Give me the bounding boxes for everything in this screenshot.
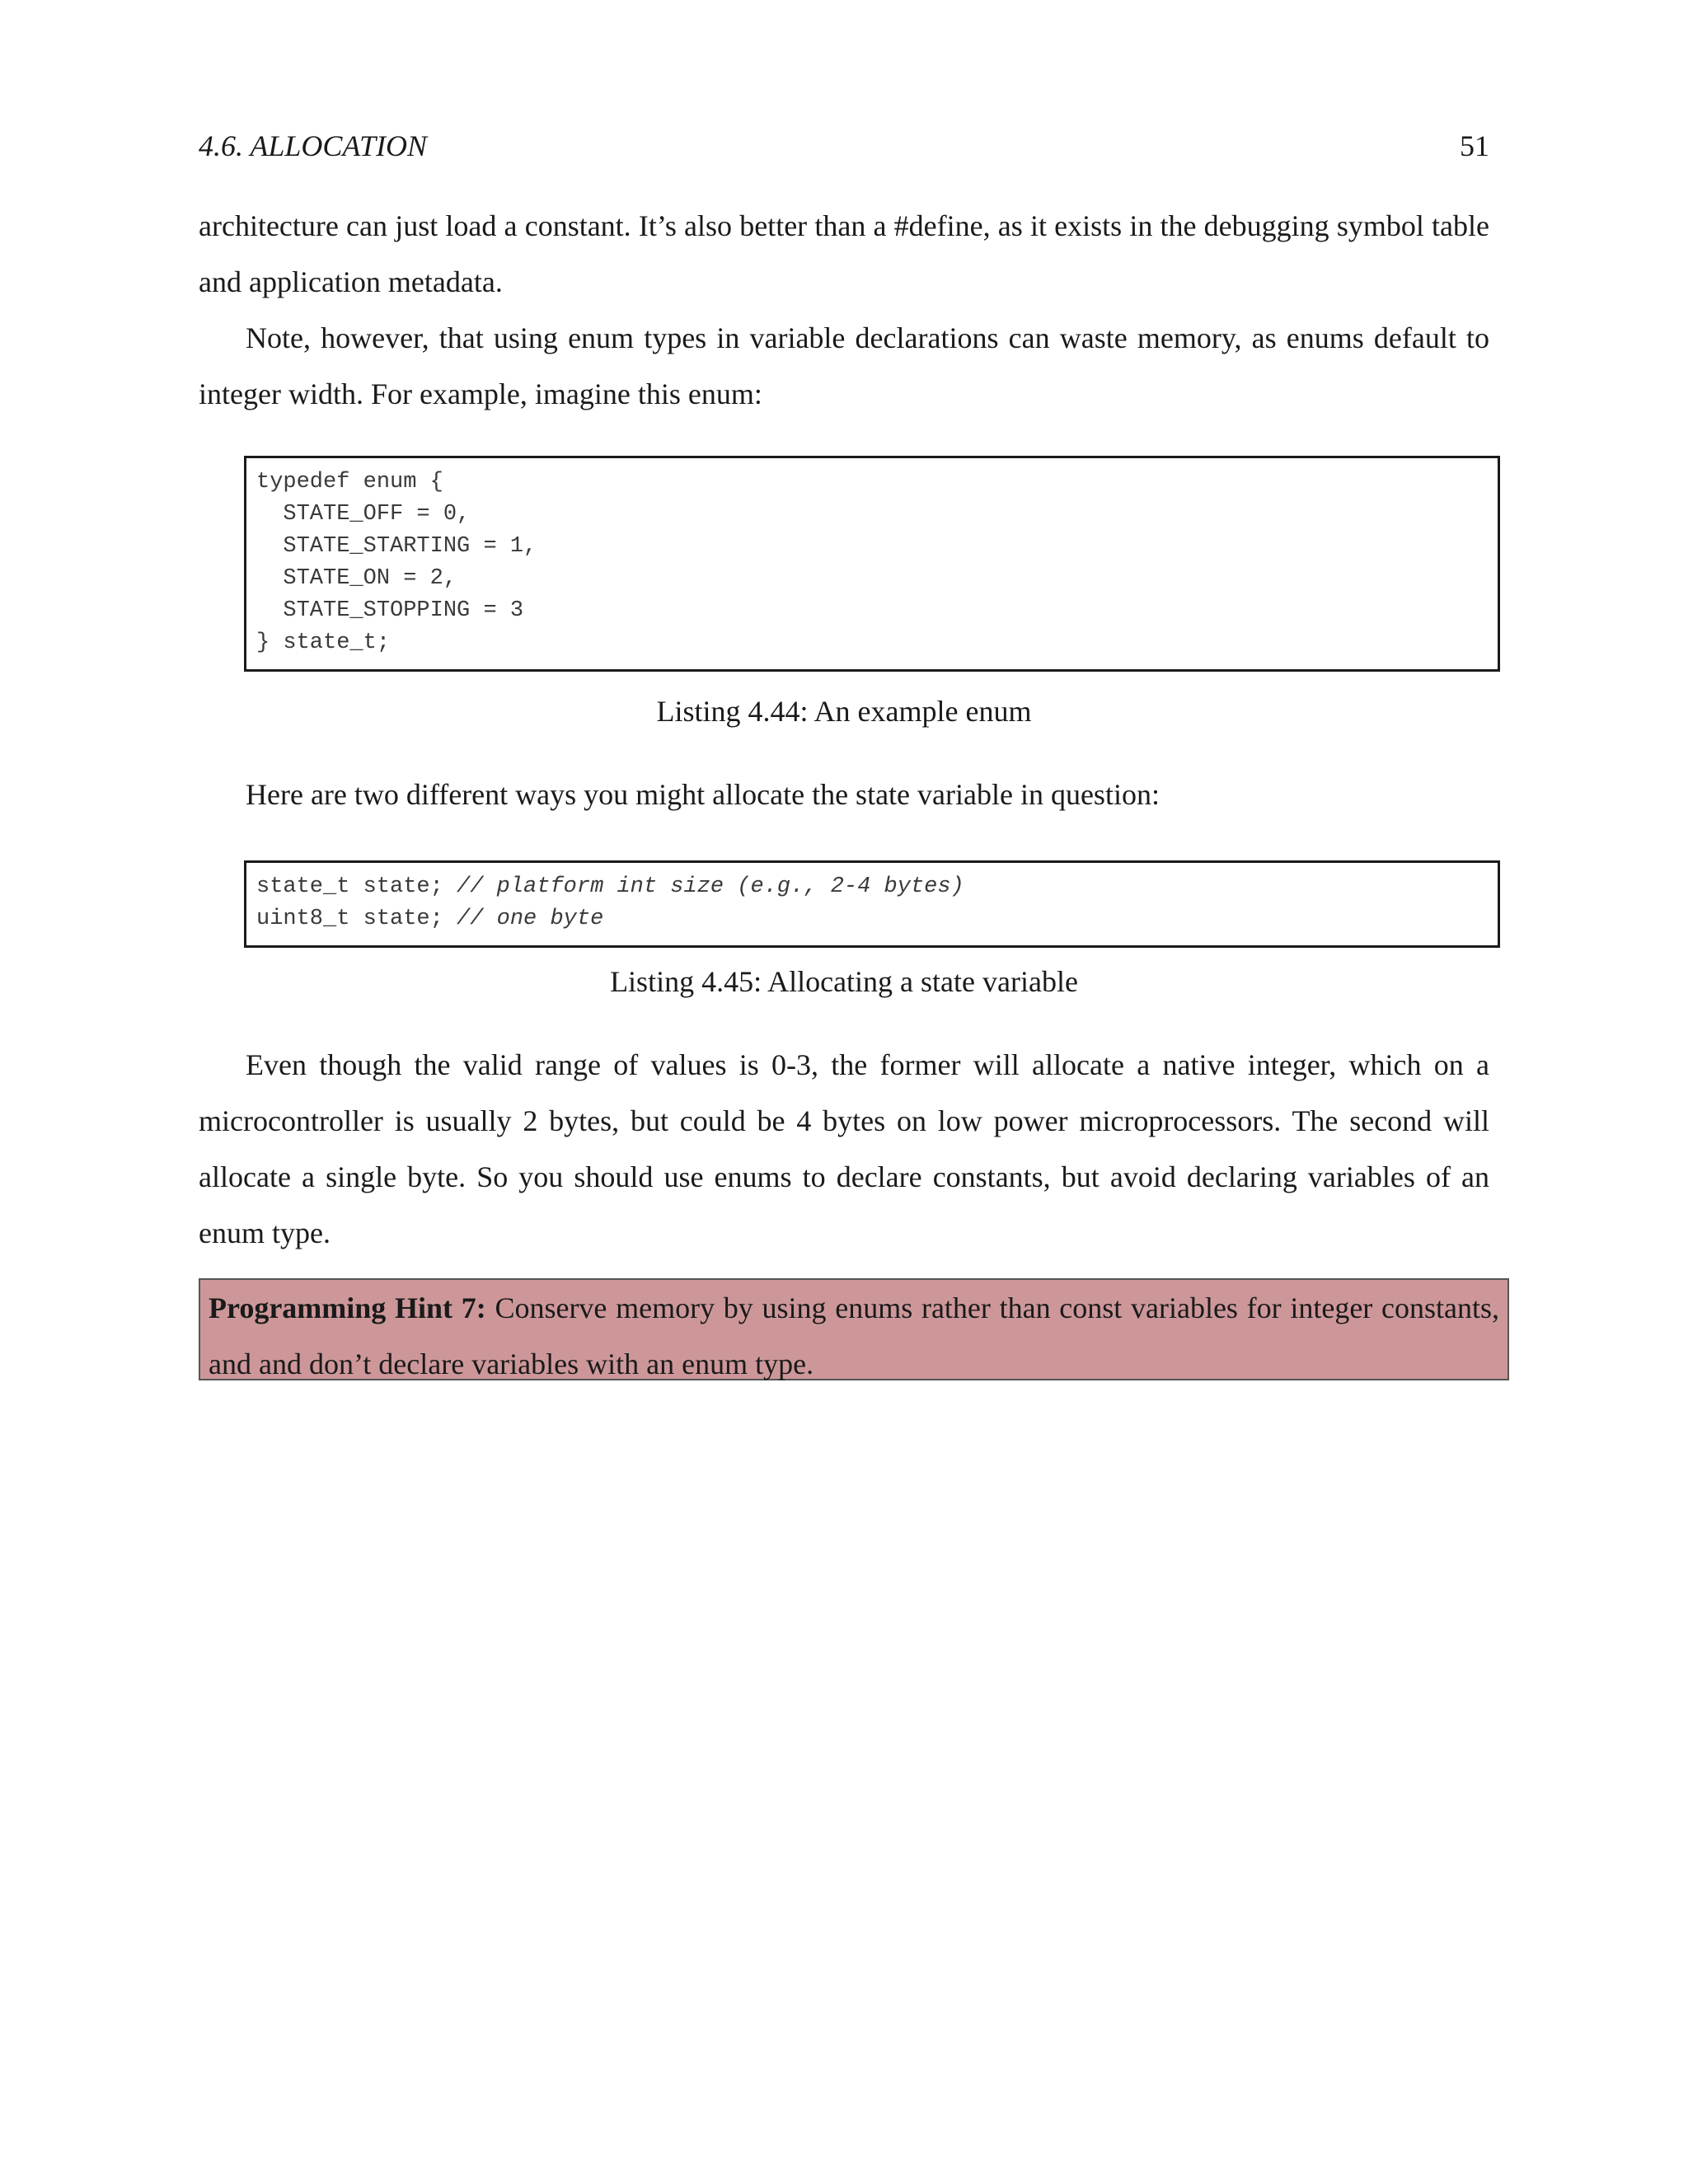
code-text: uint8_t state; xyxy=(256,907,457,931)
code-line: STATE_OFF = 0, xyxy=(256,502,471,527)
paragraph-range-explanation: Even though the valid range of values is 0-3, the former will allocate a native integer, which on a microcontroller is usually 2 bytes, but could be 4 bytes on low power microprocessors. The second will allocate a single byte. So you should use enums to declare constants, but avoid declaring variables of an enum type. xyxy=(199,1048,1489,1249)
code-line: STATE_STARTING = 1, xyxy=(256,534,537,559)
programming-hint-box xyxy=(199,1278,1509,1380)
hint-text: Conserve memory by using enums rather than const variables for integer constants, and and don’t declare variables with an enum type. xyxy=(209,1291,1499,1380)
code-line xyxy=(256,903,1498,935)
code-comment: // platform int size (e.g., 2-4 bytes) xyxy=(457,874,964,899)
code-comment: // one byte xyxy=(457,907,604,931)
code-line: STATE_STOPPING = 3 xyxy=(256,598,524,623)
code-line xyxy=(256,871,1498,903)
running-header xyxy=(199,125,1489,166)
page-number: 51 xyxy=(1460,129,1489,162)
paragraph-allocation-ways: Here are two different ways you might allocate the state variable in question: xyxy=(246,778,1160,811)
hint-label: Programming Hint 7: xyxy=(209,1291,486,1324)
section-title: 4.6. ALLOCATION xyxy=(199,129,428,162)
listing-4-45-code xyxy=(244,860,1500,948)
code-line: STATE_ON = 2, xyxy=(256,566,457,591)
paragraph-continuation: architecture can just load a constant. It’s also better than a #define, as it exists in the debugging symbol table and application metadata. xyxy=(199,209,1489,298)
paragraph-enum-memory: Note, however, that using enum types in variable declarations can waste memory, as enums default to integer width. For example, imagine this enum: xyxy=(199,321,1489,410)
listing-4-44-caption: Listing 4.44: An example enum xyxy=(656,695,1032,728)
code-line: } state_t; xyxy=(256,630,391,655)
code-line: typedef enum { xyxy=(256,470,443,494)
listing-4-44-code xyxy=(244,456,1500,672)
code-text: state_t state; xyxy=(256,874,457,899)
listing-4-45-caption: Listing 4.45: Allocating a state variable xyxy=(610,965,1078,998)
